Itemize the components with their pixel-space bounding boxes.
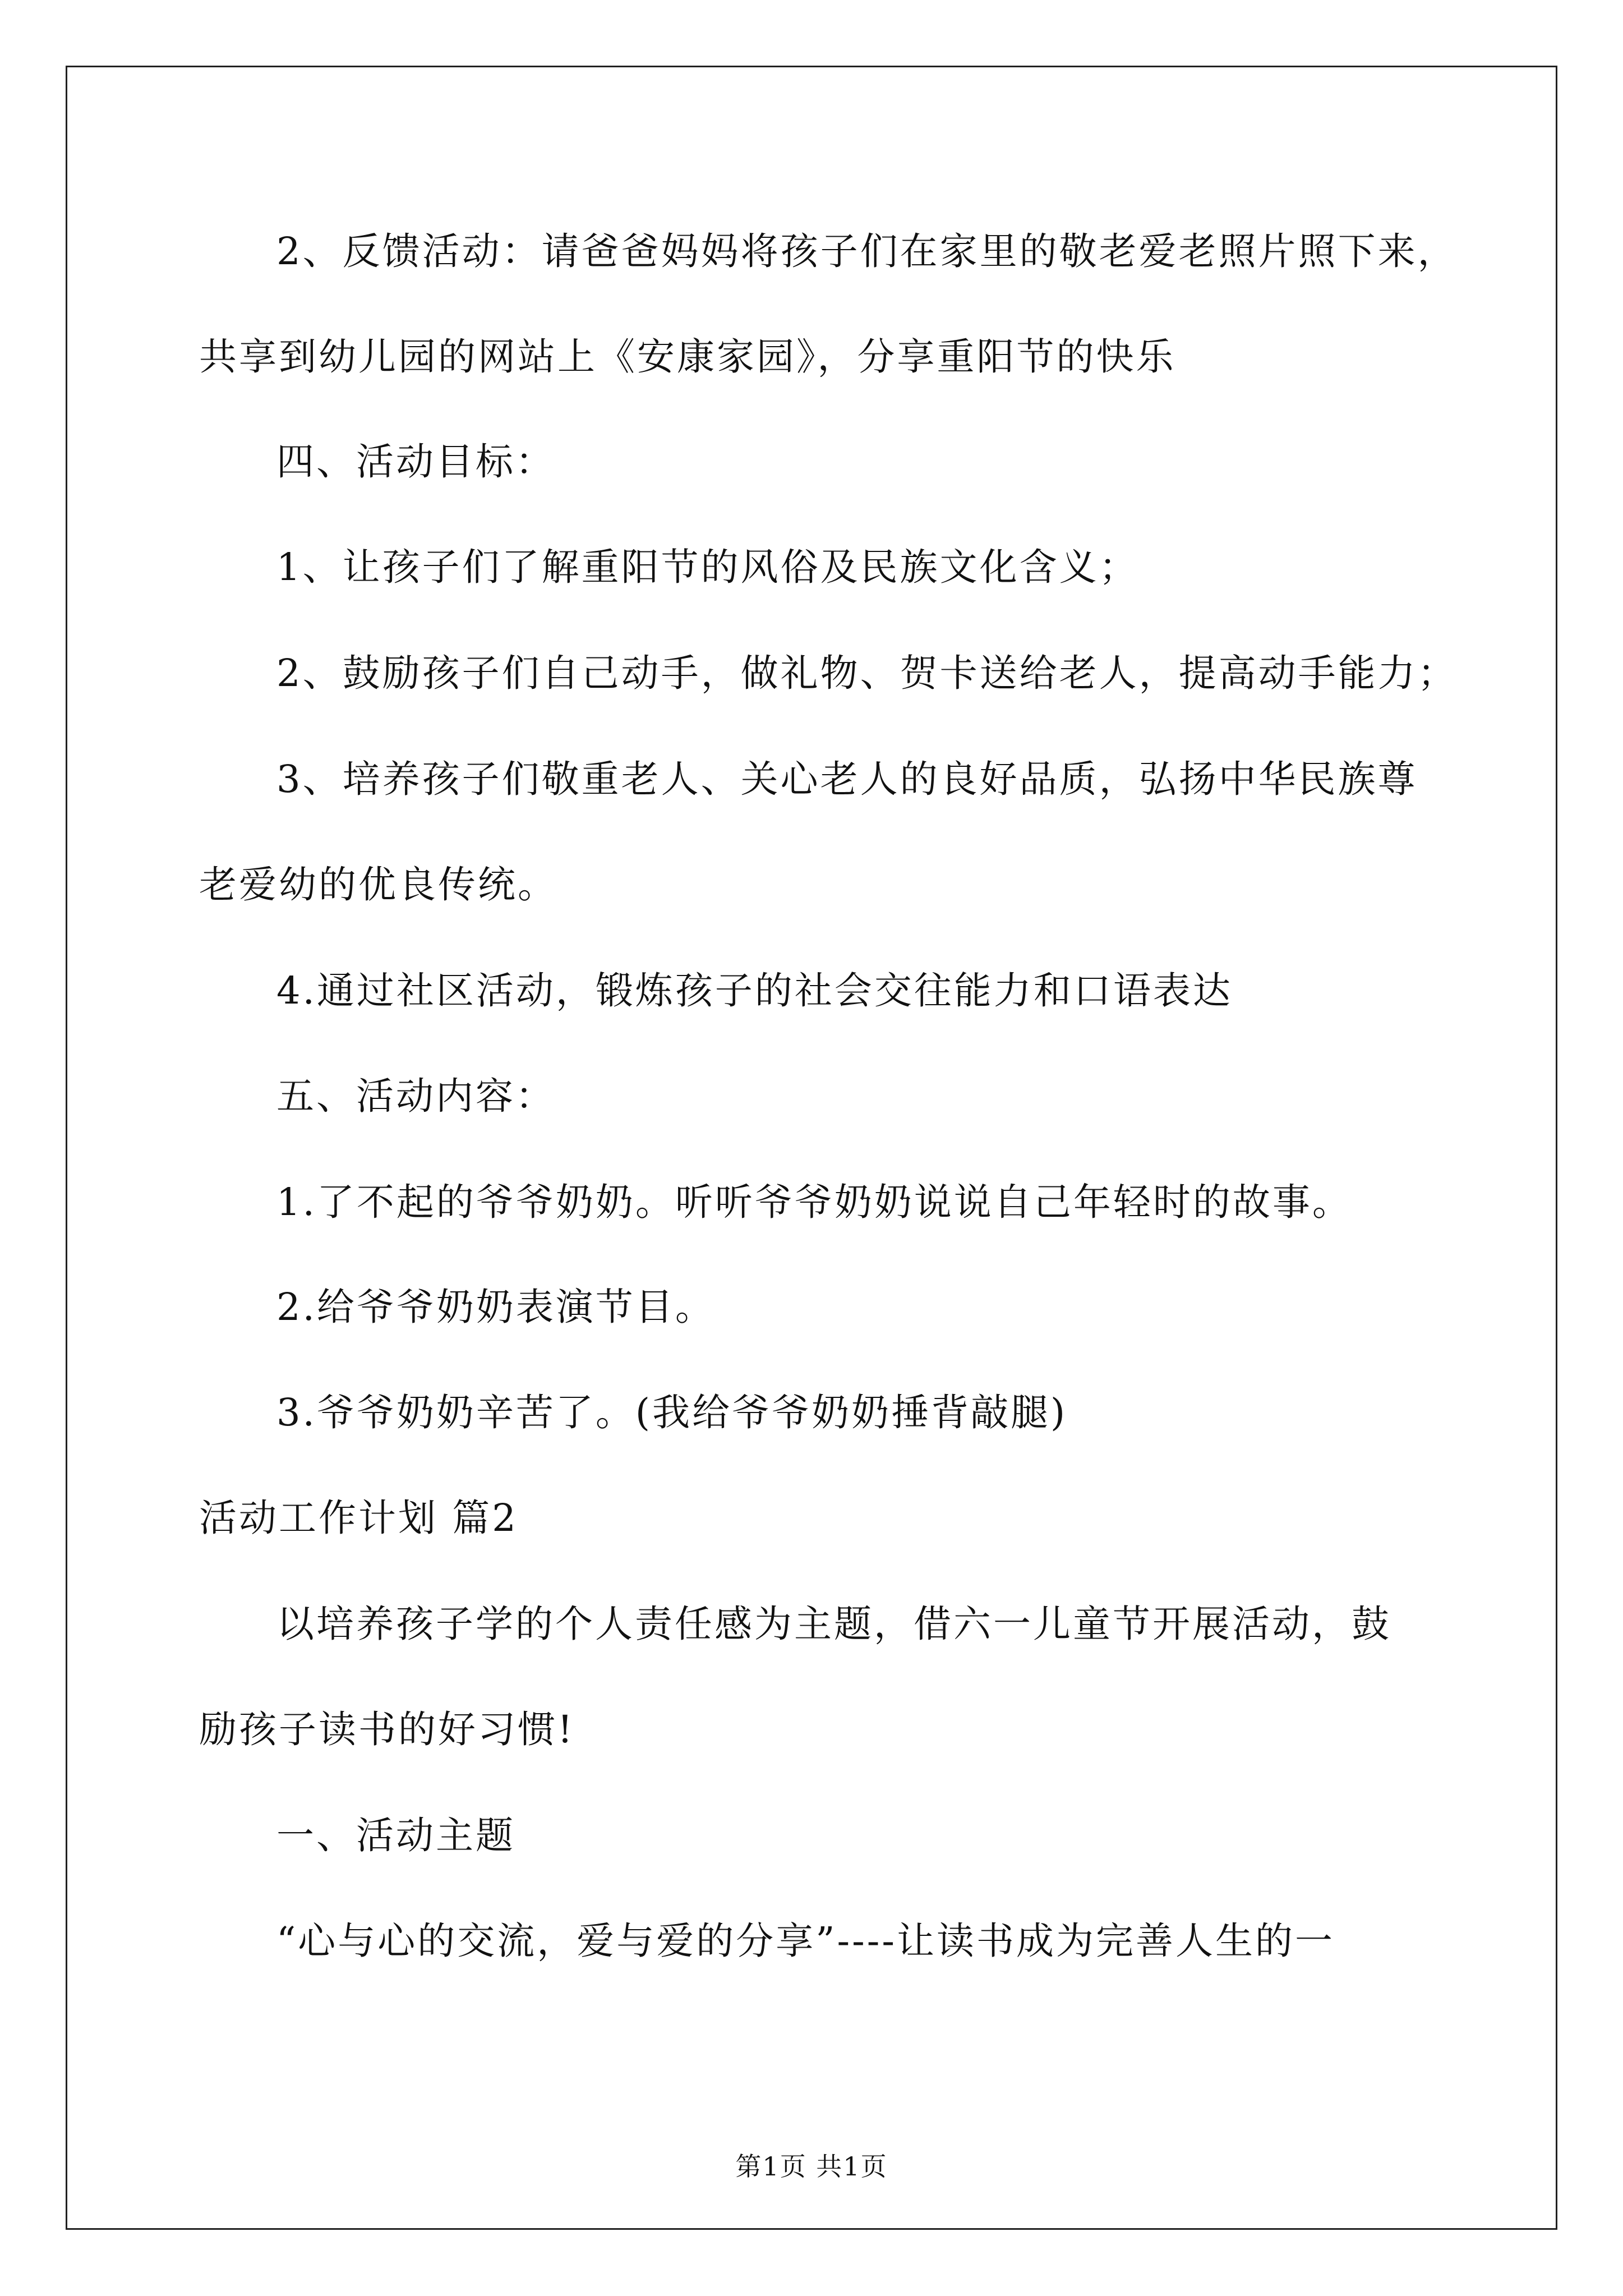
list-item: 3.爷爷奶奶辛苦了。(我给爷爷奶奶捶背敲腿) bbox=[276, 1391, 1068, 1434]
section-heading-objectives: 四、活动目标： bbox=[276, 440, 555, 484]
list-item: 2.给爷爷奶奶表演节目。 bbox=[276, 1285, 715, 1329]
text-line: 2、反馈活动：请爸爸妈妈将孩子们在家里的敬老爱老照片照下来， bbox=[276, 229, 1458, 273]
text-line: 共享到幼儿园的网站上《安康家园》，分享重阳节的快乐 bbox=[199, 335, 1176, 379]
list-item: 1、让孩子们了解重阳节的风俗及民族文化含义； bbox=[276, 545, 1139, 589]
article-title: 活动工作计划 篇2 bbox=[199, 1496, 518, 1540]
page-number: 第1页 共1页 bbox=[735, 2151, 888, 2182]
text-line: “心与心的交流，爱与爱的分享”----让读书成为完善人生的一 bbox=[276, 1919, 1335, 1963]
section-heading-content: 五、活动内容： bbox=[276, 1074, 555, 1118]
list-item: 3、培养孩子们敬重老人、关心老人的良好品质，弘扬中华民族尊 bbox=[276, 757, 1418, 801]
page-border bbox=[66, 66, 1557, 2230]
text-line: 励孩子读书的好习惯! bbox=[199, 1708, 575, 1751]
text-line: 老爱幼的优良传统。 bbox=[199, 863, 557, 907]
list-item: 2、鼓励孩子们自己动手，做礼物、贺卡送给老人，提高动手能力； bbox=[276, 651, 1458, 695]
list-item: 4.通过社区活动，锻炼孩子的社会交往能力和口语表达 bbox=[276, 969, 1233, 1013]
text-line: 以培养孩子学的个人责任感为主题，借六一儿童节开展活动，鼓 bbox=[276, 1602, 1391, 1646]
list-item: 1.了不起的爷爷奶奶。听听爷爷奶奶说说自己年轻时的故事。 bbox=[276, 1180, 1352, 1224]
section-heading-theme: 一、活动主题 bbox=[276, 1814, 515, 1857]
